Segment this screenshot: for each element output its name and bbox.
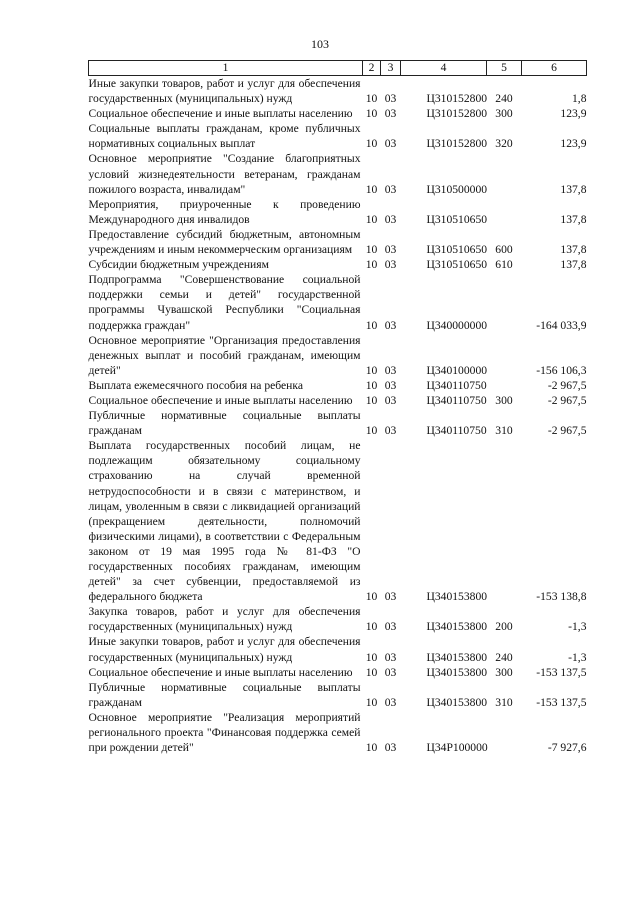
row-expense-type — [487, 272, 522, 332]
row-subsection: 03 — [384, 318, 397, 332]
row-subsection: 03 — [384, 182, 397, 196]
header-cell: 3 — [381, 61, 401, 76]
row-subsection: 03 — [384, 378, 397, 392]
row-name: Основное мероприятие "Создание благоприятных условий жизнедеятельности ветеранам, гражданам пожилого возраста, инвалидам" — [88, 152, 361, 196]
row-section: 10 — [365, 137, 378, 151]
table-row — [89, 257, 587, 272]
table-row — [89, 378, 587, 393]
table-row — [89, 710, 587, 755]
row-subsection: 03 — [384, 107, 397, 121]
row-subsection: 03 — [384, 212, 397, 226]
row-target-code: Ц310152800 — [426, 92, 488, 106]
row-amount: -7 927,6 — [547, 741, 587, 755]
row-name: Публичные нормативные социальные выплаты гражданам — [88, 680, 361, 709]
row-section: 10 — [365, 107, 378, 121]
table-row — [89, 634, 587, 664]
table-row — [89, 680, 587, 710]
row-name: Основное мероприятие "Организация предоставления денежных выплат и пособий гражданам, имеющим детей" — [88, 333, 361, 377]
row-expense-type: 300 — [495, 107, 513, 121]
row-subsection: 03 — [384, 650, 397, 664]
row-target-code: Ц310500000 — [426, 182, 488, 196]
row-name: Мероприятия, приуроченные к проведению Международного дня инвалидов — [88, 197, 361, 226]
row-amount: 123,9 — [560, 107, 587, 121]
row-name: Социальное обеспечение и иные выплаты населению — [88, 665, 353, 679]
table-row — [89, 121, 587, 151]
table-row — [89, 408, 587, 438]
row-target-code: Ц340153800 — [426, 590, 488, 604]
row-amount: 123,9 — [560, 137, 587, 151]
row-section: 10 — [365, 212, 378, 226]
row-target-code: Ц310510650 — [426, 212, 488, 226]
row-target-code: Ц310510650 — [426, 258, 488, 272]
row-name: Выплата ежемесячного пособия на ребенка — [88, 378, 303, 392]
row-expense-type: 300 — [495, 393, 513, 407]
table-row — [89, 438, 587, 604]
table-row — [89, 227, 587, 257]
row-expense-type — [487, 378, 522, 393]
row-section: 10 — [365, 258, 378, 272]
row-section: 10 — [365, 92, 378, 106]
row-amount: 137,8 — [560, 212, 587, 226]
row-amount: 137,8 — [560, 258, 587, 272]
row-expense-type: 240 — [495, 92, 513, 106]
row-subsection: 03 — [384, 424, 397, 438]
row-target-code: Ц340110750 — [426, 393, 487, 407]
row-expense-type — [487, 151, 522, 196]
row-name: Закупка товаров, работ и услуг для обеспечения государственных (муниципальных) нужд — [88, 605, 361, 634]
row-section: 10 — [365, 378, 378, 392]
row-name: Публичные нормативные социальные выплаты гражданам — [88, 409, 361, 438]
row-amount: -2 967,5 — [547, 393, 587, 407]
row-target-code: Ц340153800 — [426, 695, 488, 709]
row-amount: -153 138,8 — [536, 590, 587, 604]
table-row — [89, 393, 587, 408]
row-expense-type: 610 — [495, 258, 513, 272]
table-header-row — [89, 61, 587, 76]
row-target-code: Ц310152800 — [426, 137, 488, 151]
row-section: 10 — [365, 741, 378, 755]
row-name: Социальные выплаты гражданам, кроме публичных нормативных социальных выплат — [88, 122, 361, 151]
row-expense-type: 240 — [495, 650, 513, 664]
row-name: Подпрограмма "Совершенствование социальной поддержки семьи и детей" государственной программы Чувашской Республики "Социальная поддержка граждан" — [88, 273, 361, 332]
table-row — [89, 272, 587, 332]
row-subsection: 03 — [384, 363, 397, 377]
row-expense-type: 300 — [495, 665, 513, 679]
row-amount: 1,8 — [572, 92, 587, 106]
table-row — [89, 151, 587, 196]
row-subsection: 03 — [384, 258, 397, 272]
row-section: 10 — [365, 650, 378, 664]
row-target-code: Ц310510650 — [426, 243, 488, 257]
table-row — [89, 197, 587, 227]
row-amount: -153 137,5 — [536, 695, 587, 709]
row-subsection: 03 — [384, 92, 397, 106]
header-cell: 1 — [89, 61, 363, 76]
row-subsection: 03 — [384, 620, 397, 634]
row-name: Основное мероприятие "Реализация мероприятий регионального проекта "Финансовая поддержка семей при рождении детей" — [88, 710, 361, 755]
row-name: Иные закупки товаров, работ и услуг для обеспечения государственных (муниципальных) нужд — [88, 635, 361, 664]
row-section: 10 — [365, 590, 378, 604]
row-name: Социальное обеспечение и иные выплаты населению — [88, 107, 353, 121]
row-expense-type: 310 — [495, 695, 513, 709]
row-name: Выплата государственных пособий лицам, не подлежащим обязательному социальному страхованию на случай временной нетрудоспособности и в связи с материнством, и лицам, уволенным в связи с ликвидацией организаций (прекращением деятельности, полномочий физическими лицами), в соответствии с Федеральным законом от 19 мая 1995 года № 81-ФЗ "О государственных пособиях гражданам, имеющим детей" за счет субвенции, предоставляемой из федерального бюджета — [88, 439, 361, 604]
row-subsection: 03 — [384, 695, 397, 709]
row-name: Социальное обеспечение и иные выплаты населению — [88, 393, 353, 407]
row-section: 10 — [365, 243, 378, 257]
row-amount: -1,3 — [568, 620, 587, 634]
row-target-code: Ц340153800 — [426, 665, 488, 679]
row-section: 10 — [365, 318, 378, 332]
row-target-code: Ц340000000 — [426, 318, 488, 332]
row-target-code: Ц340153800 — [426, 620, 488, 634]
page-number: 103 — [311, 37, 329, 51]
row-section: 10 — [365, 182, 378, 196]
row-expense-type — [487, 197, 522, 227]
row-subsection: 03 — [384, 137, 397, 151]
row-expense-type: 600 — [495, 243, 513, 257]
row-section: 10 — [365, 393, 378, 407]
row-target-code: Ц340110750 — [426, 424, 487, 438]
row-section: 10 — [365, 695, 378, 709]
row-expense-type: 200 — [495, 620, 513, 634]
row-amount: -2 967,5 — [547, 378, 587, 392]
budget-table — [88, 60, 587, 755]
row-name: Иные закупки товаров, работ и услуг для обеспечения государственных (муниципальных) нужд — [88, 77, 361, 106]
header-cell: 4 — [401, 61, 487, 76]
row-subsection: 03 — [384, 590, 397, 604]
row-expense-type: 310 — [495, 424, 513, 438]
row-expense-type — [487, 438, 522, 604]
table-row — [89, 106, 587, 121]
header-cell: 2 — [363, 61, 381, 76]
header-cell: 5 — [487, 61, 522, 76]
row-target-code: Ц340110750 — [426, 378, 487, 392]
row-expense-type — [487, 333, 522, 378]
row-amount: -156 106,3 — [536, 363, 587, 377]
row-subsection: 03 — [384, 665, 397, 679]
row-subsection: 03 — [384, 243, 397, 257]
row-expense-type — [487, 710, 522, 755]
row-amount: -164 033,9 — [536, 318, 587, 332]
row-section: 10 — [365, 363, 378, 377]
row-subsection: 03 — [384, 393, 397, 407]
row-expense-type: 320 — [495, 137, 513, 151]
row-name: Субсидии бюджетным учреждениям — [88, 258, 269, 272]
table-row — [89, 665, 587, 680]
row-section: 10 — [365, 424, 378, 438]
table-row — [89, 604, 587, 634]
row-name: Предоставление субсидий бюджетным, автономным учреждениям и иным некоммерческим организациям — [88, 227, 361, 257]
row-section: 10 — [365, 665, 378, 679]
row-amount: 137,8 — [560, 182, 587, 196]
row-target-code: Ц340153800 — [426, 650, 488, 664]
row-subsection: 03 — [384, 741, 397, 755]
row-amount: -153 137,5 — [536, 665, 587, 679]
row-amount: -1,3 — [568, 650, 587, 664]
header-cell: 6 — [522, 61, 587, 76]
row-amount: -2 967,5 — [547, 424, 587, 438]
table-row — [89, 333, 587, 378]
row-target-code: Ц34Р100000 — [426, 741, 488, 755]
row-target-code: Ц310152800 — [426, 107, 488, 121]
row-section: 10 — [365, 620, 378, 634]
table-row — [89, 76, 587, 107]
row-target-code: Ц340100000 — [426, 363, 488, 377]
row-amount: 137,8 — [560, 243, 587, 257]
